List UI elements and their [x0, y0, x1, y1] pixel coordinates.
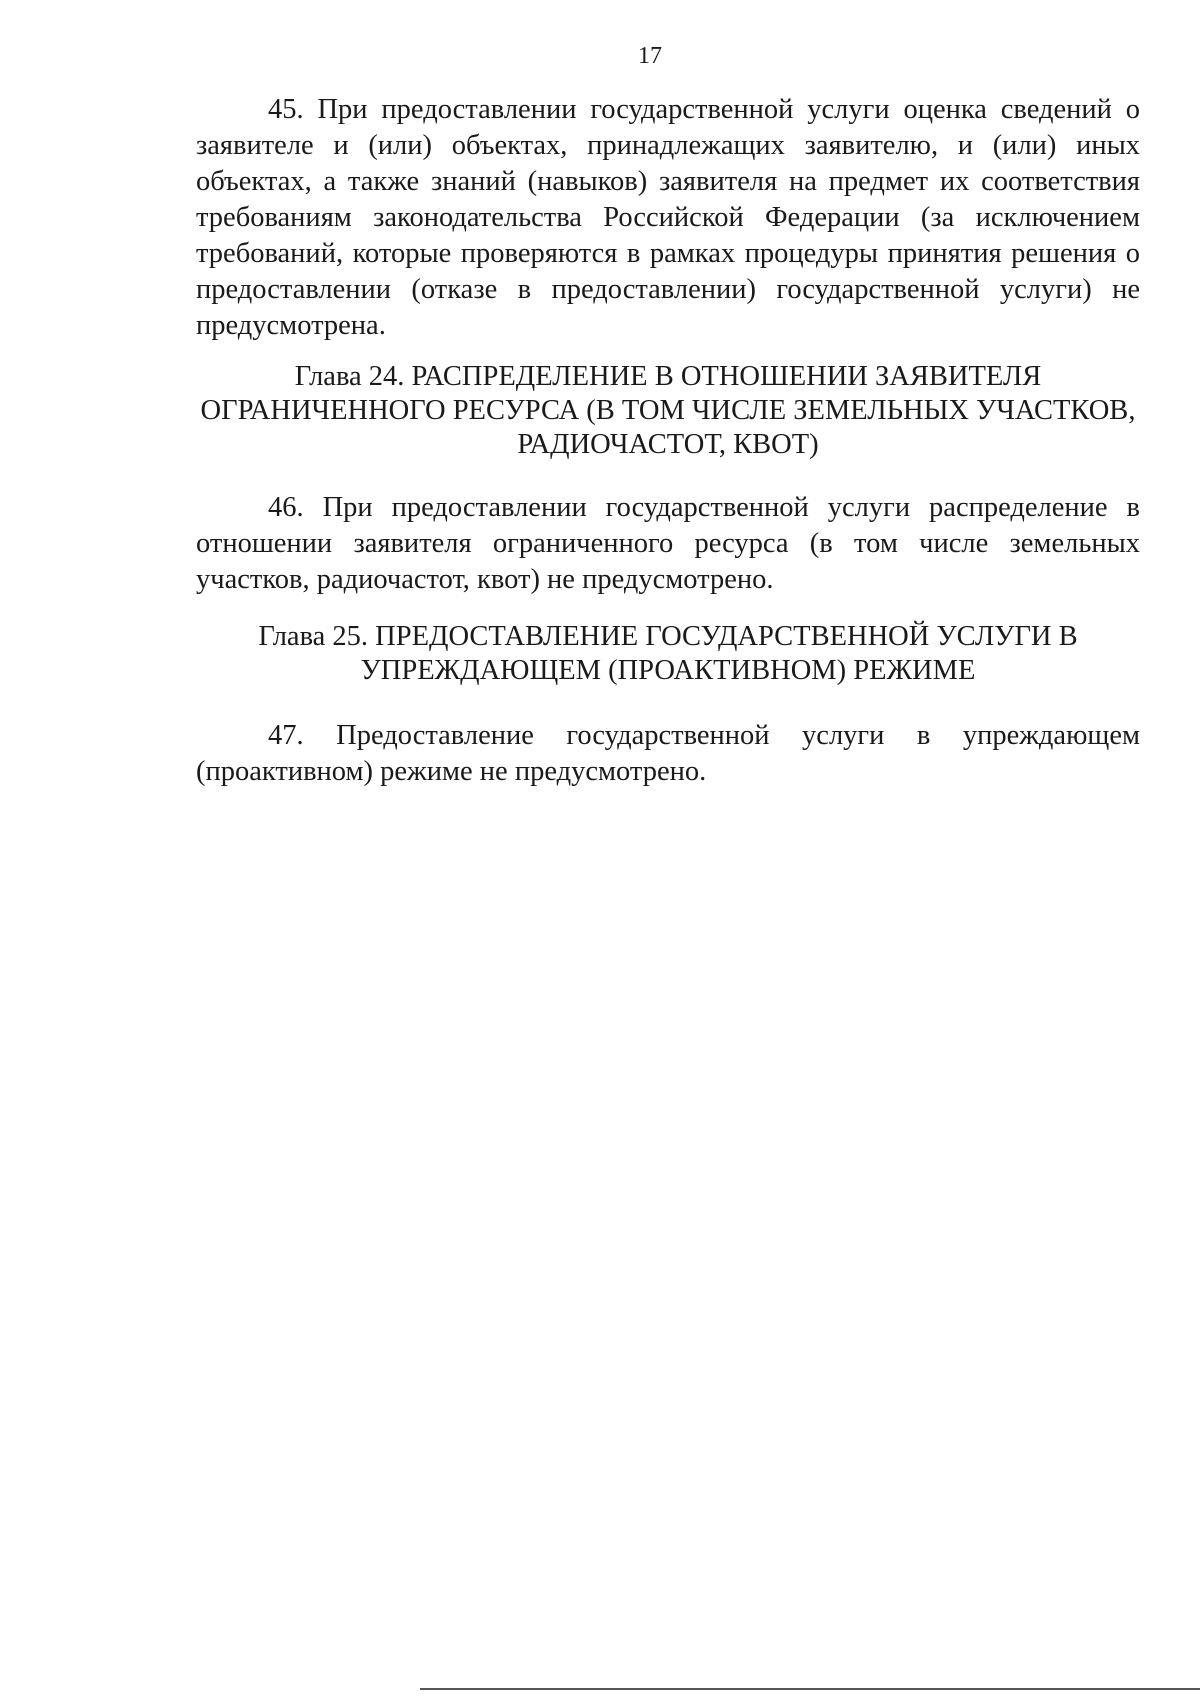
chapter-24-heading-line-1: Глава 24. РАСПРЕДЕЛЕНИЕ В ОТНОШЕНИИ ЗАЯВИТЕЛЯ	[294, 361, 1042, 392]
paragraph-46: 46. При предоставлении государственной услуги распределение в отношении заявителя ограниченного ресурса (в том числе земельных участков, радиочастот, квот) не предусмотрено.	[196, 492, 1140, 595]
paragraph-45: 45. При предоставлении государственной услуги оценка сведений о заявителе и (или) объектах, принадлежащих заявителю, и (или) иных объектах, а также знаний (навыков) заявителя на предмет их соответствия требованиям законодательства Российской Федерации (за исключением требований, которые проверяются в рамках процедуры принятия решения о предоставлении (отказе в предоставлении) государственной услуги) не предусмотрена.	[196, 94, 1140, 341]
page-number: 17	[638, 43, 662, 69]
chapter-25-heading	[196, 620, 1140, 688]
chapter-24-heading-line-2: ОГРАНИЧЕННОГО РЕСУРСА (В ТОМ ЧИСЛЕ ЗЕМЕЛЬНЫХ УЧАСТКОВ,	[200, 395, 1136, 426]
scan-edge-line	[420, 1688, 1200, 1690]
chapter-25-heading-line-1: Глава 25. ПРЕДОСТАВЛЕНИЕ ГОСУДАРСТВЕННОЙ УСЛУГИ В	[258, 621, 1078, 652]
chapter-24-heading	[196, 360, 1140, 462]
paragraph-47: 47. Предоставление государственной услуги в упреждающем (проактивном) режиме не предусмотрено.	[196, 720, 1140, 787]
chapter-24-heading-line-3: РАДИОЧАСТОТ, КВОТ)	[517, 429, 819, 460]
chapter-25-heading-line-2: УПРЕЖДАЮЩЕМ (ПРОАКТИВНОМ) РЕЖИМЕ	[360, 655, 976, 686]
